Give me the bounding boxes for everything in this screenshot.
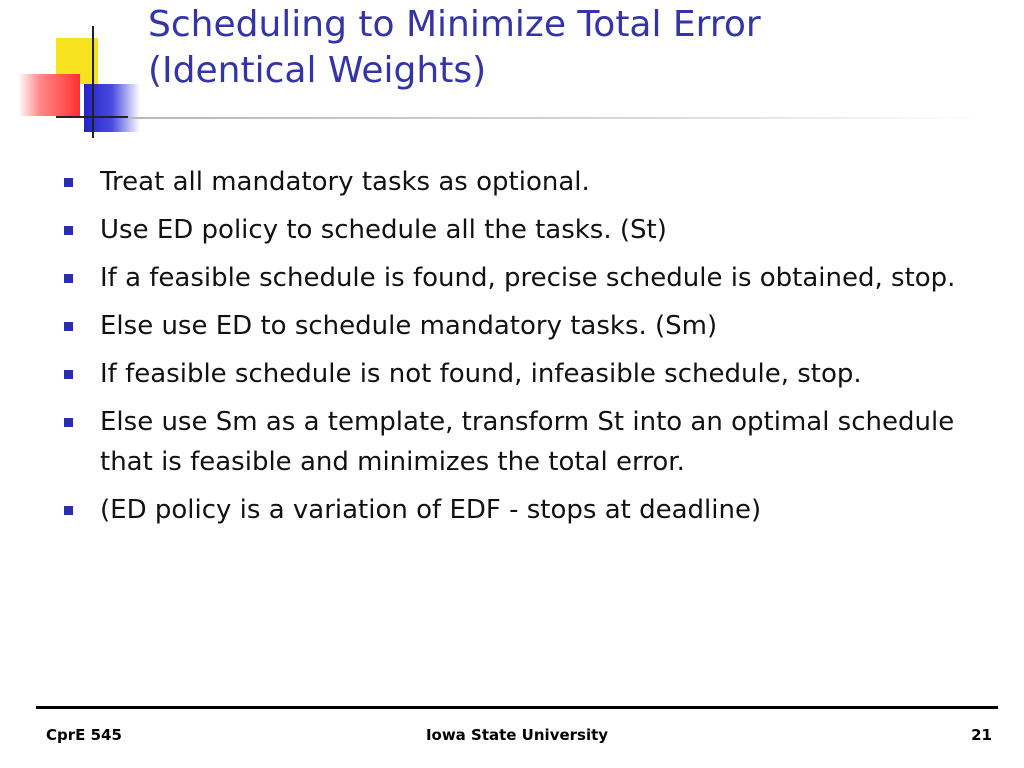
square-bullet-icon [64,418,73,427]
footer-institution: Iowa State University [425,726,609,744]
square-bullet-icon [64,226,73,235]
decorative-logo [0,0,160,140]
bullet-text: Use ED policy to schedule all the tasks. (St) [100,215,667,245]
bullet-list [56,162,1006,538]
bullet-item [56,210,1006,250]
bullet-item [56,402,1006,482]
square-bullet-icon [64,274,73,283]
bullet-item [56,490,1006,530]
slide-footer [36,726,998,746]
bullet-item [56,354,1006,394]
bullet-text: Else use ED to schedule mandatory tasks. (Sm) [100,311,718,341]
slide-title-line-2: (Identical Weights) [148,50,487,91]
square-bullet-icon [64,506,73,515]
bullet-text: (ED policy is a variation of EDF - stops at deadline) [100,495,762,525]
footer-course: CprE 545 [46,726,122,744]
title-divider [128,117,988,119]
bullet-item [56,162,1006,202]
slide-title [148,2,1008,94]
logo-red-square [18,74,80,116]
bullet-item [56,306,1006,346]
footer-page-number: 21 [971,726,992,744]
bullet-text: Treat all mandatory tasks as optional. [100,167,590,197]
slide-title-line-1: Scheduling to Minimize Total Error [148,4,761,45]
square-bullet-icon [64,322,73,331]
logo-vertical-line [92,26,94,138]
bullet-text: If feasible schedule is not found, infeasible schedule, stop. [100,359,862,389]
bullet-text: If a feasible schedule is found, precise schedule is obtained, stop. [100,263,956,293]
square-bullet-icon [64,370,73,379]
square-bullet-icon [64,178,73,187]
logo-horizontal-line [56,116,128,118]
bullet-text: Else use Sm as a template, transform St into an optimal schedule that is feasible and minimizes the total error. [100,407,955,477]
footer-divider [36,706,998,709]
bullet-item [56,258,1006,298]
